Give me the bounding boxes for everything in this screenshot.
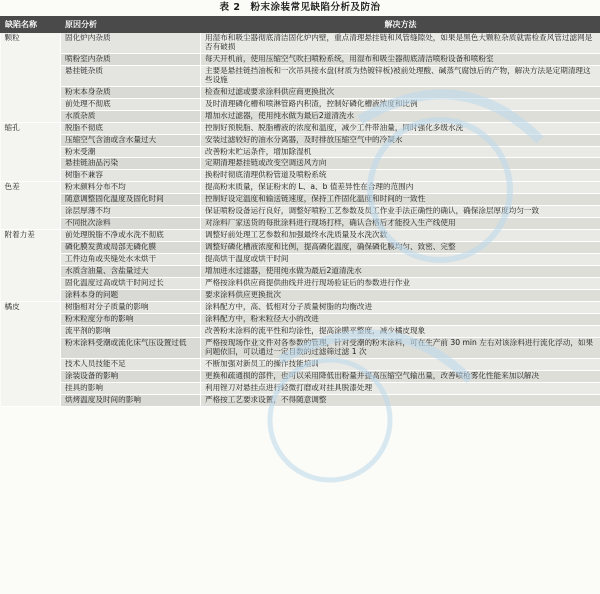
- header-solution: 解决方法: [201, 17, 600, 33]
- table-header-row: [1, 17, 600, 33]
- cause-cell: 技术人员技能不足: [61, 358, 201, 370]
- defect-table: [0, 16, 600, 407]
- table-row: [1, 206, 600, 218]
- cause-cell: 粉末本身杂质: [61, 86, 201, 98]
- table-row: [1, 86, 600, 98]
- solution-cell: 调整好前处理工艺参数和加强最终水洗质量及水洗次数: [201, 230, 600, 242]
- solution-cell: 每天开机前，使用压缩空气吹扫喷粉系统，用湿布和吸尘器彻底清洁喷粉设备和喷粉室: [201, 53, 600, 65]
- cause-cell: 压缩空气含油或含水量过大: [61, 134, 201, 146]
- solution-cell: 主要是悬挂链挡油板和一次吊具接水盘(材质为热镀锌板)被前处理酸、碱蒸气腐蚀后的产物，解决方法是定期清理这些设施: [201, 65, 600, 86]
- table-row: [1, 242, 600, 254]
- defect-category: 橘皮: [1, 301, 61, 406]
- cause-cell: 涂料本身的问题: [61, 289, 201, 301]
- table-row: [1, 158, 600, 170]
- cause-cell: 水质含油量、含盐量过大: [61, 266, 201, 278]
- solution-cell: 及时清理磷化槽和喷淋管路内积渣，控制好磷化槽液浓度和比例: [201, 98, 600, 110]
- solution-cell: 改善粉末贮运条件，增加除湿机: [201, 146, 600, 158]
- table-row: [1, 325, 600, 337]
- table-row: [1, 370, 600, 382]
- cause-cell: 树脂相对分子质量的影响: [61, 301, 201, 313]
- table-row: [1, 254, 600, 266]
- cause-cell: 涂层厚薄不均: [61, 206, 201, 218]
- table-row: [1, 301, 600, 313]
- solution-cell: 增加水过滤器，使用纯水做为最后2道清洗水: [201, 110, 600, 122]
- solution-cell: 控制好设定温度和输送链速度，保持工件固化温度和时间的一致性: [201, 194, 600, 206]
- table-row: [1, 230, 600, 242]
- table-row: [1, 110, 600, 122]
- cause-cell: 流平剂的影响: [61, 325, 201, 337]
- solution-cell: 利用锉刀对悬挂点进行轻微打磨或对挂具脱漆处理: [201, 382, 600, 394]
- solution-cell: 更换和疏通损的部件，也可以采用降低出粉量并提高压缩空气输出量，改善喷枪雾化性能来加以解决: [201, 370, 600, 382]
- cause-cell: 脱脂不彻底: [61, 122, 201, 134]
- solution-cell: 换粉时彻底清理供粉管道及喷粉系统: [201, 170, 600, 182]
- solution-cell: 要求涂料供应更换批次: [201, 289, 600, 301]
- table-row: [1, 289, 600, 301]
- solution-cell: 不断加强对新员工的操作技能培训: [201, 358, 600, 370]
- defect-category: 色差: [1, 182, 61, 230]
- cause-cell: 粉末粒度分布的影响: [61, 313, 201, 325]
- cause-cell: 烘烤温度及时间的影响: [61, 394, 201, 406]
- solution-cell: 用湿布和吸尘器彻底清洁固化炉内壁，重点清理悬挂链和风管缝隙处，如果是黑色大颗粒杂质就需检查风管过滤网是否有破损: [201, 33, 600, 54]
- solution-cell: 安装过滤较好的油水分离器，及时排放压缩空气中的冷凝水: [201, 134, 600, 146]
- solution-cell: 保证喷粉设备运行良好，调整好喷粉工艺参数及员工作业手法正确性的确认，确保涂层厚度均匀一致: [201, 206, 600, 218]
- table-row: [1, 358, 600, 370]
- cause-cell: 挂具的影响: [61, 382, 201, 394]
- table-row: [1, 182, 600, 194]
- cause-cell: 悬挂链杂质: [61, 65, 201, 86]
- solution-cell: 控制好预脱脂、脱脂槽液的浓度和温度，减少工件带油量，同时强化多级水洗: [201, 122, 600, 134]
- table-row: [1, 266, 600, 278]
- table-row: [1, 170, 600, 182]
- header-cause: 原因分析: [61, 17, 201, 33]
- table-row: [1, 33, 600, 54]
- solution-cell: 对涂料厂家送货的每批涂料进行现场打样，确认合格后才能投入生产线使用: [201, 218, 600, 230]
- cause-cell: 涂装设备的影响: [61, 370, 201, 382]
- solution-cell: 提高粉末质量，保证粉末的 L、a、b 值差异性在合理的范围内: [201, 182, 600, 194]
- cause-cell: 粉末受潮: [61, 146, 201, 158]
- solution-cell: 增加进水过滤器，使用纯水做为最后2道清洗水: [201, 266, 600, 278]
- cause-cell: 粉末涂料受潮或流化床气压设置过低: [61, 337, 201, 358]
- solution-cell: 改善粉末涂料的流平性和均涂性，提高涂膜平整度，减少橘皮现象: [201, 325, 600, 337]
- table-body: [1, 33, 600, 407]
- solution-cell: 定期清理悬挂链或改变空调送风方向: [201, 158, 600, 170]
- table-row: [1, 337, 600, 358]
- solution-cell: 严格按涂料供应商提供曲线并进行现场验证后的参数进行作业: [201, 278, 600, 290]
- solution-cell: 涂料配方中，粉末粒径大小的改进: [201, 313, 600, 325]
- defect-category: 颗粒: [1, 33, 61, 123]
- table-row: [1, 382, 600, 394]
- defect-category: 附着力差: [1, 230, 61, 302]
- cause-cell: 前处理脱脂不净或水洗不彻底: [61, 230, 201, 242]
- cause-cell: 磷化膜发黄或局部无磷化膜: [61, 242, 201, 254]
- solution-cell: 提高烘干温度或烘干时间: [201, 254, 600, 266]
- table-row: [1, 53, 600, 65]
- table-row: [1, 194, 600, 206]
- defect-category: 缩孔: [1, 122, 61, 182]
- solution-cell: 严格按现场作业文件对各参数的管理，针对受潮的粉末涂料，可在生产前 30 min 左右对该涂料进行流化浮动，如果问题依旧，可以通过一定目数的过滤筛过滤 1 次: [201, 337, 600, 358]
- table-row: [1, 98, 600, 110]
- cause-cell: 悬挂链油品污染: [61, 158, 201, 170]
- solution-cell: 调整好磷化槽液浓度和比例，提高磷化温度，确保磷化膜均匀、致密、完整: [201, 242, 600, 254]
- cause-cell: 不同批次涂料: [61, 218, 201, 230]
- header-category: 缺陷名称: [1, 17, 61, 33]
- table-row: [1, 134, 600, 146]
- table-row: [1, 218, 600, 230]
- cause-cell: 固化炉内杂质: [61, 33, 201, 54]
- cause-cell: 水质杂质: [61, 110, 201, 122]
- table-row: [1, 146, 600, 158]
- cause-cell: 前处理不彻底: [61, 98, 201, 110]
- cause-cell: 喷粉室内杂质: [61, 53, 201, 65]
- solution-cell: 涂料配方中，高、低相对分子质量树脂的均衡改进: [201, 301, 600, 313]
- table-row: [1, 394, 600, 406]
- table-row: [1, 313, 600, 325]
- cause-cell: 树脂不兼容: [61, 170, 201, 182]
- solution-cell: 检查和过滤或要求涂料供应商更换批次: [201, 86, 600, 98]
- solution-cell: 严格按工艺要求设置，不得随意调整: [201, 394, 600, 406]
- table-caption: 表 2 粉末涂装常见缺陷分析及防治: [219, 2, 381, 13]
- cause-cell: 粉末颜料分布不均: [61, 182, 201, 194]
- cause-cell: 固化温度过高或烘干时间过长: [61, 278, 201, 290]
- cause-cell: 工件边角或夹缝处水未烘干: [61, 254, 201, 266]
- table-row: [1, 65, 600, 86]
- cause-cell: 随意调整固化温度及固化时间: [61, 194, 201, 206]
- table-row: [1, 122, 600, 134]
- table-row: [1, 278, 600, 290]
